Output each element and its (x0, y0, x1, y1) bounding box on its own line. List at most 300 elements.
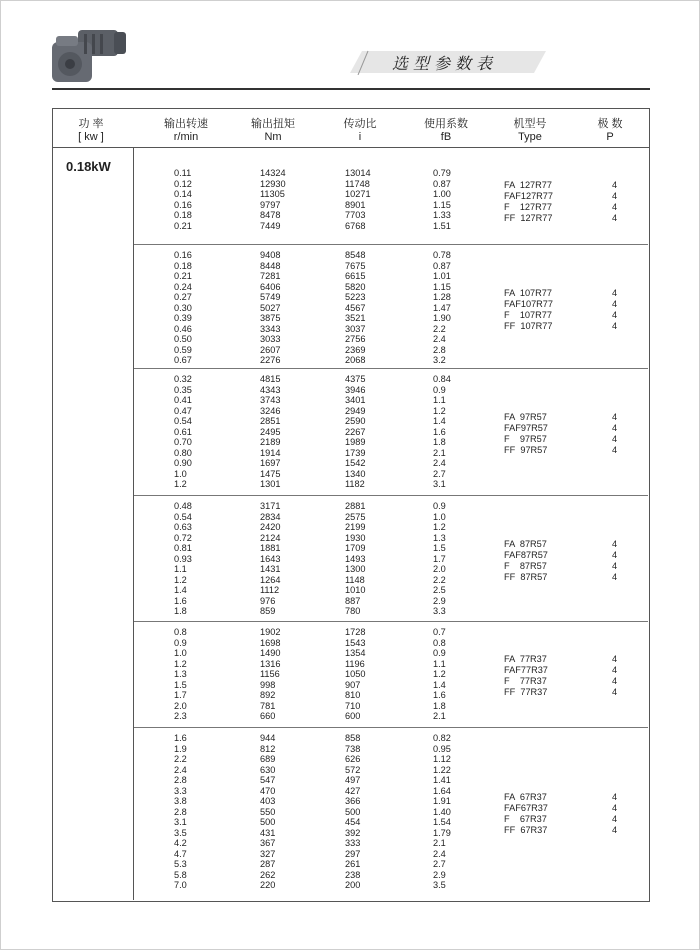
ratio-cell: 497 (345, 775, 361, 785)
speed-cell: 0.80 (174, 447, 192, 458)
pole-count: 4 (612, 539, 618, 549)
torque-cell: 431 (260, 827, 276, 838)
torque-cell: 781 (260, 700, 276, 711)
header-power: 功 率 [ kw ] (78, 118, 104, 143)
speed-cell: 0.54 (174, 511, 192, 522)
torque-cell: 630 (260, 764, 276, 775)
model-type: FA 67R37 (504, 792, 547, 802)
torque-cell: 2607 (260, 344, 281, 355)
ratio-cell: 1010 (345, 585, 366, 595)
group-divider (134, 495, 648, 496)
group-divider (134, 244, 648, 245)
pole-count: 4 (612, 561, 618, 571)
ratio-cell: 887 (345, 595, 361, 606)
header-model: 机型号 Type (513, 118, 547, 143)
factor-cell: 1.90 (433, 313, 451, 323)
torque-cell: 547 (260, 775, 276, 785)
ratio-cell: 1989 (345, 437, 366, 447)
model-type: FF 107R77 (504, 321, 553, 331)
factor-cell: 1.15 (433, 281, 451, 292)
factor-cell: 0.84 (433, 374, 451, 384)
ratio-cell: 626 (345, 754, 361, 764)
model-type: F 67R37 (504, 814, 547, 824)
speed-cell: 3.5 (174, 827, 187, 838)
ratio-cell: 1196 (345, 658, 365, 669)
data-group (134, 250, 648, 366)
torque-cell: 1301 (260, 479, 281, 489)
torque-cell: 660 (260, 711, 276, 721)
ratio-cell: 2199 (345, 522, 366, 532)
speed-cell: 0.12 (174, 178, 192, 189)
header-ratio: 传动比 i (343, 118, 377, 143)
torque-cell: 1881 (260, 543, 281, 553)
ratio-cell: 1542 (345, 458, 366, 468)
factor-cell: 2.0 (433, 564, 446, 574)
factor-cell: 1.2 (433, 405, 446, 416)
pole-count: 4 (612, 792, 618, 802)
factor-cell: 3.5 (433, 880, 446, 890)
pole-count: 4 (612, 550, 618, 560)
speed-cell: 1.2 (174, 479, 187, 489)
ratio-cell: 261 (345, 859, 361, 869)
torque-cell: 1902 (260, 627, 281, 637)
torque-cell: 812 (260, 743, 276, 754)
ratio-cell: 2369 (345, 344, 366, 355)
speed-cell: 4.2 (174, 838, 187, 848)
torque-cell: 8448 (260, 260, 281, 271)
pole-count: 4 (612, 825, 618, 835)
factor-cell: 1.22 (433, 764, 451, 775)
ratio-cell: 3037 (345, 323, 366, 334)
torque-cell: 1490 (260, 648, 281, 658)
torque-cell: 470 (260, 785, 276, 796)
ratio-cell: 4375 (345, 374, 366, 384)
model-type: FA 87R57 (504, 539, 547, 549)
pole-count: 4 (612, 814, 618, 824)
pole-count: 4 (612, 803, 618, 813)
speed-cell: 1.4 (174, 585, 187, 595)
torque-cell: 12930 (260, 178, 286, 189)
model-type: F 77R37 (504, 676, 547, 686)
factor-cell: 1.1 (433, 658, 446, 669)
torque-cell: 7281 (260, 271, 281, 281)
factor-cell: 0.82 (433, 733, 451, 743)
factor-cell: 1.6 (433, 690, 446, 700)
torque-cell: 2189 (260, 437, 281, 447)
model-type: FAF87R57 (504, 550, 548, 560)
speed-cell: 0.39 (174, 313, 192, 323)
speed-cell: 0.48 (174, 501, 192, 511)
factor-cell: 0.9 (433, 648, 446, 658)
factor-cell: 2.7 (433, 468, 446, 479)
speed-cell: 0.32 (174, 374, 192, 384)
header-torque: 输出扭矩 Nm (251, 118, 295, 143)
torque-cell: 1112 (260, 585, 280, 595)
torque-cell: 6406 (260, 281, 281, 292)
factor-cell: 2.1 (433, 838, 446, 848)
factor-cell: 1.41 (433, 775, 451, 785)
torque-cell: 5027 (260, 302, 281, 313)
speed-cell: 1.2 (174, 574, 187, 585)
torque-cell: 3033 (260, 334, 281, 344)
pole-count: 4 (612, 288, 618, 298)
ratio-cell: 1543 (345, 637, 366, 648)
torque-cell: 220 (260, 880, 276, 890)
torque-cell: 403 (260, 796, 276, 806)
torque-cell: 1697 (260, 458, 281, 468)
speed-cell: 0.16 (174, 199, 192, 210)
torque-cell: 859 (260, 606, 276, 616)
model-type: FAF77R37 (504, 665, 548, 675)
factor-cell: 0.79 (433, 168, 451, 178)
torque-cell: 998 (260, 679, 276, 690)
data-group (134, 374, 648, 490)
speed-cell: 0.21 (174, 271, 192, 281)
factor-cell: 1.40 (433, 806, 451, 817)
ratio-cell: 2575 (345, 511, 366, 522)
ratio-cell: 1930 (345, 532, 366, 543)
speed-cell: 1.0 (174, 648, 187, 658)
speed-cell: 5.3 (174, 859, 187, 869)
factor-cell: 1.5 (433, 543, 446, 553)
pole-count: 4 (612, 665, 618, 675)
factor-cell: 0.7 (433, 627, 446, 637)
speed-cell: 2.4 (174, 764, 187, 775)
torque-cell: 2420 (260, 522, 281, 532)
speed-cell: 0.67 (174, 355, 192, 365)
speed-cell: 0.50 (174, 334, 192, 344)
torque-cell: 367 (260, 838, 276, 848)
title-rule (52, 88, 650, 90)
speed-cell: 1.0 (174, 468, 187, 479)
factor-cell: 3.2 (433, 355, 446, 365)
model-type: FF 77R37 (504, 687, 548, 697)
header-poles: 极 数 P (597, 118, 623, 143)
model-type: F 127R77 (504, 202, 553, 212)
factor-cell: 1.12 (433, 754, 451, 764)
ratio-cell: 7675 (345, 260, 366, 271)
ratio-cell: 8901 (345, 199, 366, 210)
ratio-cell: 2756 (345, 334, 366, 344)
speed-cell: 0.9 (174, 637, 187, 648)
factor-cell: 2.1 (433, 711, 446, 721)
ratio-cell: 6615 (345, 271, 366, 281)
power-value: 0.18kW (66, 159, 111, 174)
torque-cell: 3343 (260, 323, 281, 334)
factor-cell: 1.2 (433, 522, 446, 532)
torque-cell: 2495 (260, 426, 281, 437)
group-divider (134, 368, 648, 369)
speed-cell: 0.72 (174, 532, 192, 543)
speed-cell: 0.90 (174, 458, 192, 468)
factor-cell: 1.1 (433, 395, 446, 405)
torque-cell: 1431 (260, 564, 281, 574)
torque-cell: 1316 (260, 658, 281, 669)
factor-cell: 0.87 (433, 260, 451, 271)
ratio-cell: 907 (345, 679, 361, 690)
speed-cell: 2.8 (174, 775, 187, 785)
torque-cell: 1698 (260, 637, 281, 648)
speed-cell: 2.8 (174, 806, 187, 817)
ratio-cell: 1148 (345, 574, 365, 585)
ratio-cell: 297 (345, 848, 361, 859)
speed-cell: 3.1 (174, 817, 187, 827)
factor-cell: 1.51 (433, 220, 451, 231)
factor-cell: 1.2 (433, 669, 446, 679)
ratio-cell: 427 (345, 785, 361, 796)
model-type: FF 97R57 (504, 445, 548, 455)
ratio-cell: 500 (345, 806, 361, 817)
ratio-cell: 1354 (345, 648, 366, 658)
pole-count: 4 (612, 434, 618, 444)
factor-cell: 1.4 (433, 416, 446, 426)
factor-cell: 0.8 (433, 637, 446, 648)
torque-cell: 944 (260, 733, 276, 743)
model-type: FAF107R77 (504, 299, 554, 309)
ratio-cell: 3401 (345, 395, 366, 405)
speed-cell: 0.59 (174, 344, 192, 355)
torque-cell: 1156 (260, 669, 280, 679)
pole-count: 4 (612, 654, 618, 664)
speed-cell: 5.8 (174, 869, 187, 880)
torque-cell: 892 (260, 690, 276, 700)
factor-cell: 0.95 (433, 743, 451, 754)
ratio-cell: 1050 (345, 669, 366, 679)
ratio-cell: 366 (345, 796, 361, 806)
pole-count: 4 (612, 202, 618, 212)
factor-cell: 2.4 (433, 848, 446, 859)
ratio-cell: 8548 (345, 250, 366, 260)
torque-cell: 4343 (260, 384, 281, 395)
pole-count: 4 (612, 445, 618, 455)
model-type: F 107R77 (504, 310, 553, 320)
speed-cell: 0.18 (174, 210, 192, 220)
factor-cell: 0.87 (433, 178, 451, 189)
torque-cell: 11305 (260, 189, 285, 199)
ratio-cell: 1300 (345, 564, 366, 574)
factor-cell: 0.78 (433, 250, 451, 260)
model-type: FAF127R77 (504, 191, 554, 201)
torque-cell: 2834 (260, 511, 281, 522)
model-type: FF 87R57 (504, 572, 548, 582)
speed-cell: 0.24 (174, 281, 192, 292)
ratio-cell: 4567 (345, 302, 366, 313)
data-group (134, 733, 648, 891)
torque-cell: 1914 (260, 447, 281, 458)
factor-cell: 2.4 (433, 458, 446, 468)
torque-cell: 2276 (260, 355, 281, 365)
speed-cell: 0.18 (174, 260, 192, 271)
torque-cell: 1643 (260, 553, 281, 564)
pole-count: 4 (612, 687, 618, 697)
speed-cell: 0.27 (174, 292, 192, 302)
factor-cell: 1.8 (433, 437, 446, 447)
torque-cell: 327 (260, 848, 276, 859)
speed-cell: 0.70 (174, 437, 192, 447)
ratio-cell: 7703 (345, 210, 366, 220)
speed-cell: 7.0 (174, 880, 187, 890)
factor-cell: 2.2 (433, 574, 446, 585)
torque-cell: 976 (260, 595, 276, 606)
ratio-cell: 738 (345, 743, 361, 754)
torque-cell: 3246 (260, 405, 281, 416)
speed-cell: 0.61 (174, 426, 192, 437)
factor-cell: 2.7 (433, 859, 446, 869)
factor-cell: 2.1 (433, 447, 446, 458)
ratio-cell: 5223 (345, 292, 366, 302)
pole-count: 4 (612, 572, 618, 582)
speed-cell: 1.2 (174, 658, 187, 669)
ratio-cell: 780 (345, 606, 361, 616)
pole-count: 4 (612, 412, 618, 422)
ratio-cell: 13014 (345, 168, 371, 178)
ratio-cell: 2881 (345, 501, 366, 511)
ratio-cell: 2267 (345, 426, 366, 437)
factor-cell: 2.8 (433, 344, 446, 355)
group-divider (134, 621, 648, 622)
ratio-cell: 1493 (345, 553, 366, 564)
torque-cell: 9408 (260, 250, 281, 260)
speed-cell: 2.2 (174, 754, 187, 764)
ratio-cell: 11748 (345, 178, 370, 189)
torque-cell: 14324 (260, 168, 286, 178)
pole-count: 4 (612, 191, 618, 201)
speed-cell: 1.9 (174, 743, 187, 754)
ratio-cell: 6768 (345, 220, 366, 231)
speed-cell: 0.41 (174, 395, 192, 405)
speed-cell: 1.3 (174, 669, 187, 679)
factor-cell: 1.64 (433, 785, 451, 796)
model-type: FA 127R77 (504, 180, 553, 190)
factor-cell: 0.9 (433, 501, 446, 511)
ratio-cell: 238 (345, 869, 361, 880)
factor-cell: 2.5 (433, 585, 446, 595)
ratio-cell: 710 (345, 700, 361, 711)
speed-cell: 0.63 (174, 522, 192, 532)
model-type: F 87R57 (504, 561, 547, 571)
pole-count: 4 (612, 299, 618, 309)
ratio-cell: 600 (345, 711, 361, 721)
factor-cell: 2.4 (433, 334, 446, 344)
torque-cell: 3171 (260, 501, 281, 511)
factor-cell: 1.33 (433, 210, 451, 220)
model-type: F 97R57 (504, 434, 547, 444)
factor-cell: 1.00 (433, 189, 451, 199)
ratio-cell: 10271 (345, 189, 371, 199)
data-group (134, 627, 648, 722)
ratio-cell: 1739 (345, 447, 366, 458)
factor-cell: 1.7 (433, 553, 446, 564)
factor-cell: 1.8 (433, 700, 446, 711)
torque-cell: 287 (260, 859, 276, 869)
ratio-cell: 3521 (345, 313, 366, 323)
ratio-cell: 2068 (345, 355, 366, 365)
speed-cell: 1.8 (174, 606, 187, 616)
gear-motor-image (44, 20, 134, 90)
factor-cell: 1.79 (433, 827, 451, 838)
model-type: FF 127R77 (504, 213, 553, 223)
page-title: 选型参数表 (392, 54, 498, 73)
torque-cell: 500 (260, 817, 276, 827)
speed-cell: 1.1 (174, 564, 187, 574)
factor-cell: 1.4 (433, 679, 446, 690)
torque-cell: 1264 (260, 574, 281, 585)
factor-cell: 0.9 (433, 384, 446, 395)
factor-cell: 1.3 (433, 532, 446, 543)
ratio-cell: 2949 (345, 405, 366, 416)
model-type: FAF97R57 (504, 423, 548, 433)
speed-cell: 0.93 (174, 553, 192, 564)
torque-cell: 2851 (260, 416, 281, 426)
speed-cell: 1.6 (174, 595, 187, 606)
pole-count: 4 (612, 310, 618, 320)
factor-cell: 3.3 (433, 606, 446, 616)
ratio-cell: 2590 (345, 416, 366, 426)
ratio-cell: 5820 (345, 281, 366, 292)
pole-count: 4 (612, 423, 618, 433)
torque-cell: 4815 (260, 374, 281, 384)
torque-cell: 2124 (260, 532, 281, 543)
torque-cell: 5749 (260, 292, 281, 302)
speed-cell: 0.46 (174, 323, 192, 334)
group-divider (134, 727, 648, 728)
factor-cell: 1.6 (433, 426, 446, 437)
torque-cell: 7449 (260, 220, 281, 231)
factor-cell: 1.54 (433, 817, 451, 827)
ratio-cell: 3946 (345, 384, 366, 395)
header-factor: 使用系数 fB (424, 118, 468, 143)
factor-cell: 1.0 (433, 511, 446, 522)
torque-cell: 3875 (260, 313, 281, 323)
factor-cell: 1.28 (433, 292, 451, 302)
ratio-cell: 333 (345, 838, 361, 848)
speed-cell: 0.54 (174, 416, 192, 426)
header-speed: 输出转速 r/min (164, 118, 208, 143)
factor-cell: 2.9 (433, 595, 446, 606)
speed-cell: 3.8 (174, 796, 187, 806)
factor-cell: 1.47 (433, 302, 451, 313)
ratio-cell: 1709 (345, 543, 366, 553)
ratio-cell: 454 (345, 817, 361, 827)
torque-cell: 689 (260, 754, 276, 764)
torque-cell: 550 (260, 806, 276, 817)
header-divider (52, 147, 650, 148)
speed-cell: 0.47 (174, 405, 192, 416)
factor-cell: 1.91 (433, 796, 451, 806)
speed-cell: 0.14 (174, 189, 192, 199)
speed-cell: 4.7 (174, 848, 187, 859)
ratio-cell: 1340 (345, 468, 366, 479)
torque-cell: 3743 (260, 395, 281, 405)
speed-cell: 1.6 (174, 733, 187, 743)
data-group (134, 168, 648, 231)
speed-cell: 3.3 (174, 785, 187, 796)
data-group (134, 501, 648, 617)
pole-count: 4 (612, 180, 618, 190)
factor-cell: 2.2 (433, 323, 446, 334)
ratio-cell: 810 (345, 690, 361, 700)
factor-cell: 1.15 (433, 199, 451, 210)
speed-cell: 0.11 (174, 168, 192, 178)
speed-cell: 2.3 (174, 711, 187, 721)
model-type: FA 97R57 (504, 412, 547, 422)
factor-cell: 3.1 (433, 479, 446, 489)
speed-cell: 2.0 (174, 700, 187, 711)
model-type: FAF67R37 (504, 803, 548, 813)
ratio-cell: 572 (345, 764, 361, 775)
speed-cell: 1.7 (174, 690, 187, 700)
torque-cell: 262 (260, 869, 276, 880)
